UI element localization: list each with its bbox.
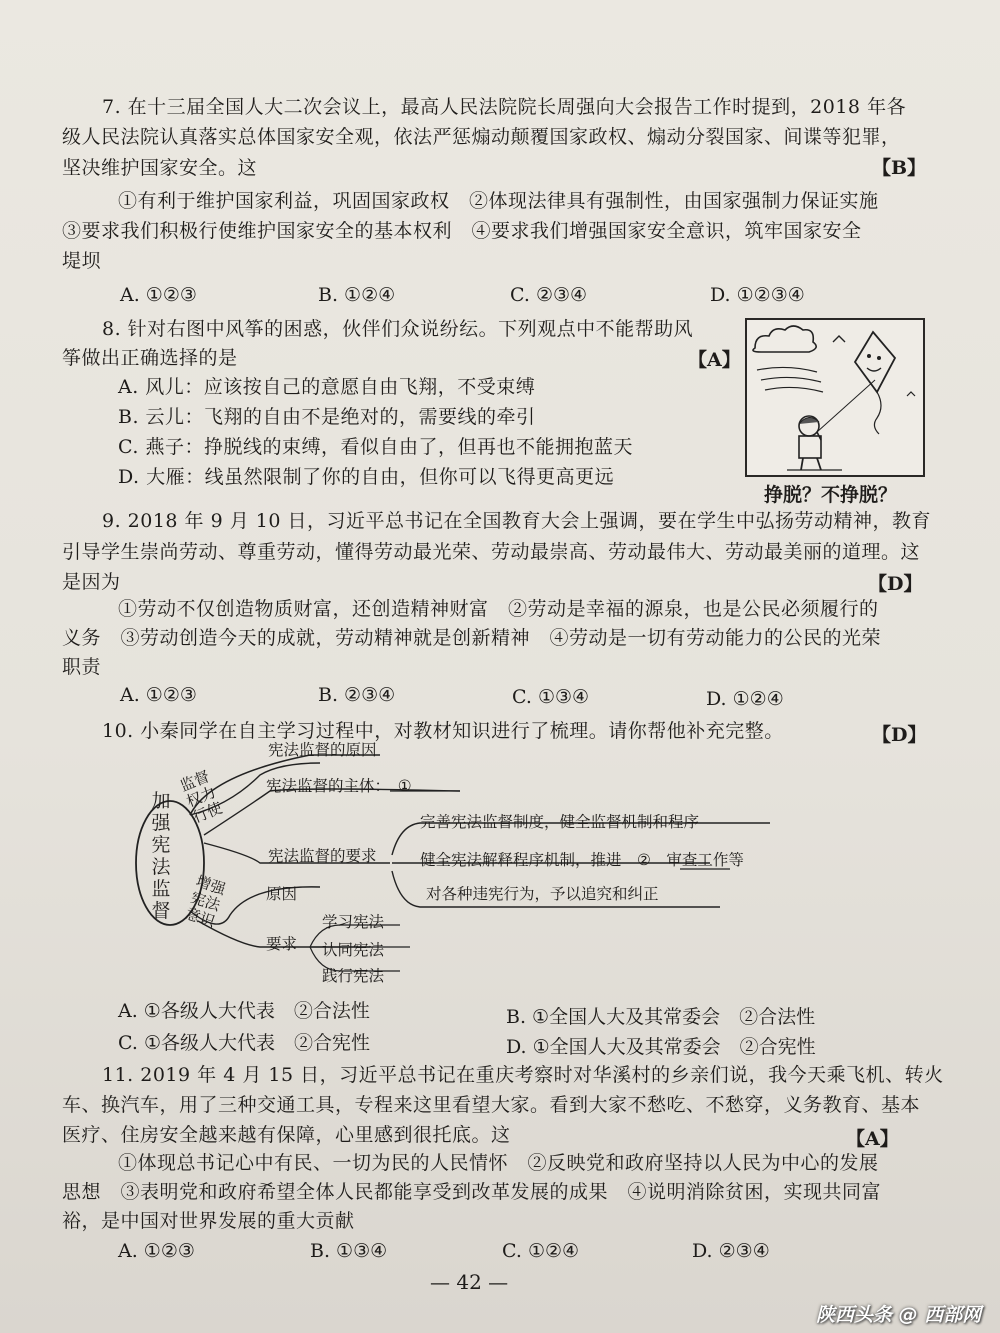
q7-statement-1: ①有利于维护国家利益，巩固国家政权 ②体现法律具有强制性，由国家强制力保证实施 [118,190,879,212]
q10-option-b: B. ①全国人大及其常委会 ②合法性 [506,1006,816,1028]
q11-answer: 【A】 [846,1128,899,1150]
q7-line-2: 级人民法院认真落实总体国家安全观，依法严惩煽动颠覆国家政权、煽动分裂国家、间谍等犯罪， [62,126,901,148]
mindmap-b2-item-1: 原因 [266,885,298,903]
q8-line-1: 8. 针对右图中风筝的困惑，伙伴们众说纷纭。下列观点中不能帮助风 [102,318,694,340]
q9-line-1: 9. 2018 年 9 月 10 日，习近平总书记在全国教育大会上强调，要在学生中弘扬劳动精神，教育 [102,510,931,532]
kite-cartoon [745,318,925,477]
q11-line-1: 11. 2019 年 4 月 15 日，习近平总书记在重庆考察时对华溪村的乡亲们说，我今天乘飞机、转火 [102,1064,944,1086]
mindmap-b1-item-1: 宪法监督的原因 [268,741,377,759]
q9-option-d: D. ①②④ [706,688,784,710]
kite-caption: 挣脱？不挣脱？ [764,484,898,506]
mindmap-b2-req-2: 认同宪法 [322,941,385,959]
mindmap-b1-req-3: 对各种违宪行为，予以追究和纠正 [426,885,659,903]
q7-answer: 【B】 [872,157,927,179]
q11-statement-1: ①体现总书记心中有民、一切为民的人民情怀 ②反映党和政府坚持以人民为中心的发展 [118,1152,879,1174]
q10-option-c: C. ①各级人大代表 ②合宪性 [118,1032,370,1054]
q10-line: 10. 小秦同学在自主学习过程中，对教材知识进行了梳理。请你帮他补充完整。 [102,720,784,742]
q8-option-d: D. 大雁：线虽然限制了你的自由，但你可以飞得更高更远 [118,466,615,488]
mindmap-b1-req-1: 完善宪法监督制度，健全监督机制和程序 [420,813,700,831]
q9-statement-3: 职责 [62,656,102,678]
mindmap-b2-item-2: 要求 [266,935,298,953]
mindmap-b1-req-2: 健全宪法解释程序机制，推进 ② 审查工作等 [420,851,744,869]
watermark: 陕西头条 @ 西部网 [816,1304,982,1326]
q11-line-2: 车、换汽车，用了三种交通工具，专程来这里看望大家。看到大家不愁吃、不愁穿，义务教育、基本 [62,1094,921,1116]
q7-option-c: C. ②③④ [510,284,588,306]
q9-option-b: B. ②③④ [318,684,396,706]
q9-line-3: 是因为 [62,571,121,593]
q7-line-3: 坚决维护国家安全。这 [62,157,258,179]
q7-option-d: D. ①②③④ [710,284,805,306]
q8-option-c: C. 燕子：挣脱线的束缚，看似自由了，但再也不能拥抱蓝天 [118,436,633,458]
q8-option-a: A. 风儿：应该按自己的意愿自由飞翔，不受束缚 [118,376,536,398]
q11-statement-3: 裕，是中国对世界发展的重大贡献 [62,1210,355,1232]
q7-statement-2: ③要求我们积极行使维护国家安全的基本权利 ④要求我们增强国家安全意识，筑牢国家安全 [62,220,862,242]
q8-line-2: 筝做出正确选择的是 [62,347,238,369]
q9-statement-2: 义务 ③劳动创造今天的成就，劳动精神就是创新精神 ④劳动是一切有劳动能力的公民的光荣 [62,627,882,649]
q7-line-1: 7. 在十三届全国人大二次会议上，最高人民法院院长周强向大会报告工作时提到，2018 年各 [102,96,907,118]
mindmap-b1-item-2: 宪法监督的主体： ① [266,777,412,795]
q11-option-b: B. ①③④ [310,1240,388,1262]
page-number: — 42 — [430,1270,509,1294]
q11-line-3: 医疗、住房安全越来越有保障，心里感到很托底。这 [62,1124,511,1146]
mindmap-root: 加强宪法监督 [151,790,171,922]
mindmap-b2-req-3: 践行宪法 [322,967,385,985]
q11-option-a: A. ①②③ [118,1240,195,1262]
q9-option-a: A. ①②③ [120,684,197,706]
q9-answer: 【D】 [868,573,923,595]
q9-line-2: 引导学生崇尚劳动、尊重劳动，懂得劳动最光荣、劳动最崇高、劳动最伟大、劳动最美丽的道理。这 [62,541,921,563]
q10-option-d: D. ①全国人大及其常委会 ②合宪性 [506,1036,816,1058]
q8-option-b: B. 云儿：飞翔的自由不是绝对的，需要线的牵引 [118,406,536,428]
q11-option-c: C. ①②④ [502,1240,580,1262]
q11-option-d: D. ②③④ [692,1240,770,1262]
q10-option-a: A. ①各级人大代表 ②合法性 [118,1000,370,1022]
q7-option-a: A. ①②③ [120,284,197,306]
q11-statement-2: 思想 ③表明党和政府希望全体人民都能享受到改革发展的成果 ④说明消除贫困，实现共同富 [62,1181,882,1203]
q8-answer: 【A】 [688,349,741,371]
q7-option-b: B. ①②④ [318,284,396,306]
q9-option-c: C. ①③④ [512,686,590,708]
mindmap-b1-item-3: 宪法监督的要求 [268,847,377,865]
q9-statement-1: ①劳动不仅创造物质财富，还创造精神财富 ②劳动是幸福的源泉，也是公民必须履行的 [118,598,879,620]
q7-statement-3: 堤坝 [62,250,102,272]
q10-answer: 【D】 [872,724,927,746]
mindmap-b2-req-1: 学习宪法 [322,913,385,931]
mindmap-branch-1: 监督权力行使 [177,767,225,827]
mindmap-branch-2: 增强宪法意识 [183,872,228,931]
